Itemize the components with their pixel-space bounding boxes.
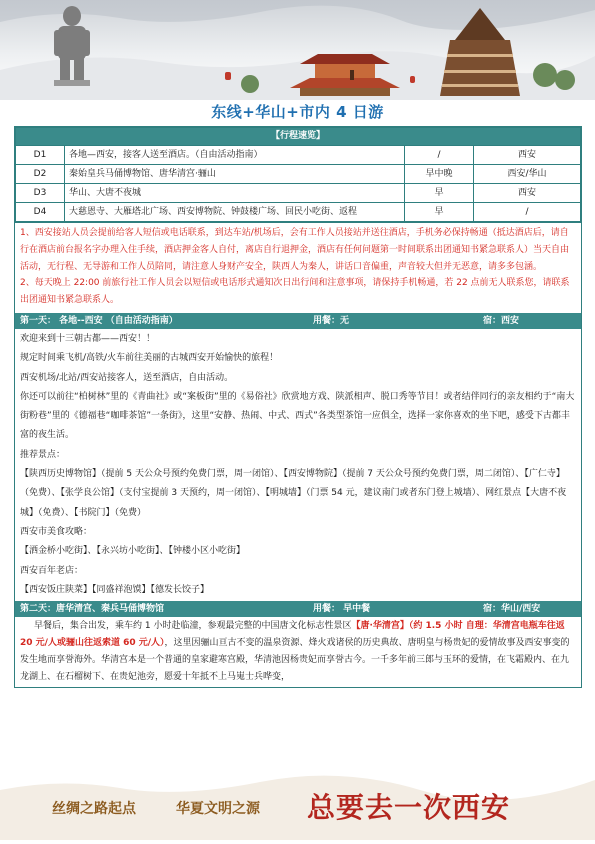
body-line: 西安百年老店： [20, 565, 84, 576]
day1-title: 第一天： 各地--西安 （自由活动指南） [20, 315, 178, 326]
overview-header: 【行程速览】 [16, 128, 581, 146]
body-line: 【西安饭庄陕菜】【同盛祥泡馍】【德发长饺子】 [20, 584, 210, 595]
day1-meal: 用餐：无 [313, 315, 350, 326]
hotel-cell: 西安 [474, 146, 581, 165]
day-cell: D1 [16, 146, 65, 165]
table-row [16, 184, 581, 203]
itinerary-sheet [14, 126, 582, 688]
highlight-text: 【唐·华清宫】（约 1.5 小时 自理：华清宫电瓶车往返 20 元/人或骊山往返索道 60 元/人） [20, 621, 565, 649]
meals-cell: 早中晚 [405, 165, 474, 184]
body-line: 你还可以前往“柏树林”里的《青曲社》或“案板街”里的《易俗社》欣赏地方戏、陕派相声、脱口秀等节目！或者结伴同行的亲友相约于“南大街粉巷”里的《德福巷“咖啡茶馆”一条街》，这里“安静、热闹、中式、西式”各类型茶馆一应俱全，选择一家你喜欢的坐下吧，感受下古都丰富的夜生活。 [20, 391, 575, 441]
day1-header [15, 313, 581, 329]
day2-body [15, 617, 581, 687]
meals-cell: 早 [405, 203, 474, 222]
day1-body [15, 329, 581, 601]
body-line: 推荐景点： [20, 449, 66, 460]
notice-paragraph: 1、西安接站人员会提前给客人短信或电话联系，到达车站/机场后，会有工作人员接站并送往酒店，手机务必保持畅通（抵达酒店后，请自行在酒店前台报名字办理入住手续，酒店押金客人自付，离店自行退押金，酒店有任何问题第一时间联系出团通知书紧急联系人）当天自由活动，无行程、无导游和工作人员陪同，请注意人身财产安全，陕西人为秦人，讲话口音偏重，声音较大但并无恶意，请多多包涵。 [20, 228, 570, 272]
body-line: 西安机场/北站/西安站接客人，送至酒店，自由活动。 [20, 372, 234, 383]
xian-skyline-illustration [0, 0, 595, 100]
slogan-mid: 华夏文明之源 [176, 801, 260, 817]
meals-cell: / [405, 146, 474, 165]
day2-meal: 用餐： 早中餐 [313, 604, 371, 615]
table-row [16, 203, 581, 222]
route-cell: 各地—西安，接客人送至酒店。（自由活动指南） [65, 146, 405, 165]
body-text: 早餐后，集合出发，乘车约 1 小时赴临潼，参观最完整的中国唐文化标志性景区 [34, 621, 352, 632]
slogan-left: 丝绸之路起点 [52, 801, 136, 817]
page-title: 东线+华山+市内 4 日游 [211, 103, 384, 121]
slogan-big: 总要去一次西安 [307, 791, 511, 824]
route-cell: 秦始皇兵马俑博物馆、唐华清宫·骊山 [65, 165, 405, 184]
hotel-cell: / [474, 203, 581, 222]
body-line: 【陕西历史博物馆】（提前 5 天公众号预约免费门票，周一闭馆）、【西安博物院】（提前 7 天公众号预约免费门票，周二闭馆）、【广仁寺】（免费）、【张学良公馆】（支付宝提前 3 天预约，周一闭馆）、【明城墙】（门票 54 元，建议南门或者东门登上城墙）、网红景点【大唐不夜城】（免费）、【书院门】（免费） [20, 469, 567, 518]
table-row [16, 146, 581, 165]
day-cell: D4 [16, 203, 65, 222]
day2-stay: 宿：华山/西安 [483, 604, 541, 615]
notice-paragraph: 2、每天晚上 22:00 前旅行社工作人员会以短信或电话形式通知次日出行间和注意事项，请保持手机畅通，若 22 点前无人联系您，请联系出团通知书紧急联系人。 [20, 278, 570, 306]
body-line: 规定时间乘飞机/高铁/火车前往美丽的古城西安开始愉快的旅程！ [20, 353, 279, 364]
day1-stay: 宿：西安 [483, 315, 520, 326]
body-line: 西安市美食攻略： [20, 526, 93, 537]
meals-cell: 早 [405, 184, 474, 203]
hotel-cell: 西安 [474, 184, 581, 203]
day2-header [15, 601, 581, 617]
day-cell: D2 [16, 165, 65, 184]
route-cell: 大慈恩寺、大雁塔北广场、西安博物院、钟鼓楼广场、回民小吃街、返程 [65, 203, 405, 222]
table-row [16, 165, 581, 184]
body-line: 【洒金桥小吃街】、【永兴坊小吃街】、【钟楼小区小吃街】 [20, 546, 246, 557]
route-cell: 华山、大唐不夜城 [65, 184, 405, 203]
day2-title: 第二天：唐华清宫、秦兵马俑博物馆 [20, 604, 165, 615]
overview-table [15, 127, 581, 222]
day-cell: D3 [16, 184, 65, 203]
body-line: 欢迎来到十三朝古都——西安！！ [20, 333, 156, 344]
header-banner [0, 0, 595, 100]
hotel-cell: 西安/华山 [474, 165, 581, 184]
body-text: ，这里因骊山亘古不变的温泉资源、烽火戏诸侯的历史典故、唐明皇与杨贵妃的爱情故事及西安事变的发生地而享誉海外。华清宫本是一个普通的皇家避寒宫殿，华清池因杨贵妃而享誉古今。一千多年前三郎与玉环的爱情，在飞霜殿内、在九龙湖上、在石榴树下、在贵妃池旁，愿爱十年抵不上马嵬士兵哗变， [20, 638, 570, 683]
notice-block [15, 222, 581, 313]
